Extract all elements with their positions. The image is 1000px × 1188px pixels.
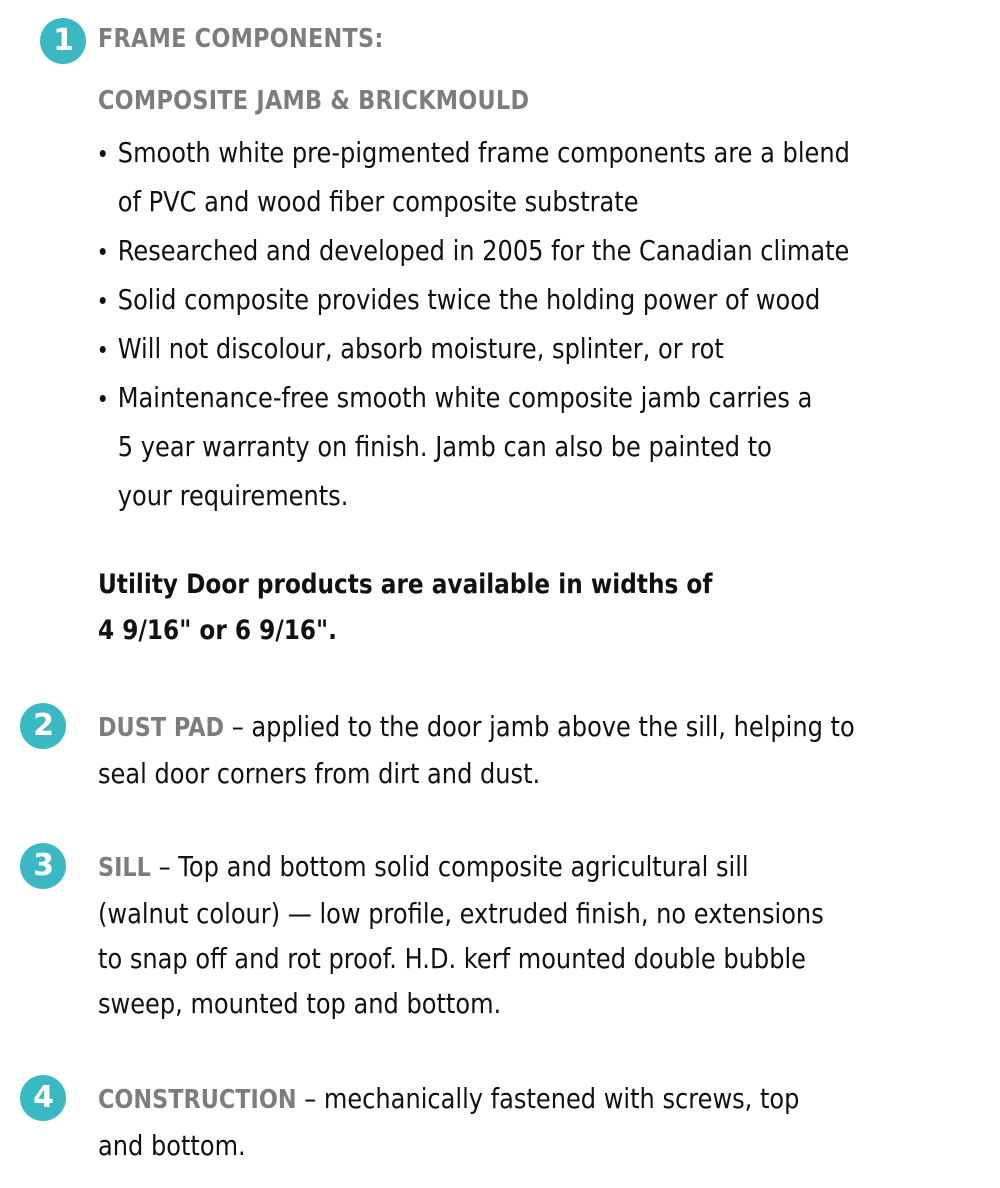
dust-pad-description xyxy=(98,704,855,796)
construction-text-line: and bottom. xyxy=(98,1129,246,1162)
note-line: 4 9/16" or 6 9/16". xyxy=(98,615,337,646)
sill-text-line: (walnut colour) — low profile, extruded finish, no extensions xyxy=(98,897,824,930)
list-item-line: your requirements. xyxy=(117,479,349,512)
list-item-line: Researched and developed in 2005 for the Canadian climate xyxy=(117,234,850,267)
list-item-line: of PVC and wood fiber composite substrate xyxy=(117,185,639,218)
width-availability-note xyxy=(98,562,712,654)
list-item-line: Solid composite provides twice the holding power of wood xyxy=(117,283,821,316)
note-line: Utility Door products are available in widths of xyxy=(98,569,713,600)
list-item-line: Smooth white pre-pigmented frame components are a blend xyxy=(117,136,850,169)
sill-text: – Top and bottom solid composite agricultural sill xyxy=(150,850,749,883)
section-number-badge-4: 4 xyxy=(20,1075,66,1121)
list-item xyxy=(98,324,958,373)
dust-pad-text-line: seal door corners from dirt and dust. xyxy=(98,757,541,790)
section-number-badge-1: 1 xyxy=(40,18,86,64)
list-item xyxy=(98,128,958,226)
section-number-badge-2: 2 xyxy=(20,703,66,749)
list-item xyxy=(98,226,958,275)
list-item xyxy=(98,275,958,324)
sill-label: SILL xyxy=(98,853,151,883)
sill-text-line: sweep, mounted top and bottom. xyxy=(98,987,502,1020)
construction-label: CONSTRUCTION xyxy=(98,1085,297,1115)
list-item xyxy=(98,373,958,520)
frame-features-list xyxy=(98,128,958,520)
construction-description xyxy=(98,1076,799,1168)
sill-description xyxy=(98,844,824,1026)
section-number-badge-3: 3 xyxy=(20,843,66,889)
list-item-line: Will not discolour, absorb moisture, splinter, or rot xyxy=(117,332,724,365)
list-item-line: Maintenance-free smooth white composite jamb carries a xyxy=(117,381,813,414)
construction-text: – mechanically fastened with screws, top xyxy=(296,1082,800,1115)
dust-pad-label: DUST PAD xyxy=(98,713,225,743)
sill-text-line: to snap off and rot proof. H.D. kerf mounted double bubble xyxy=(98,942,807,975)
dust-pad-text: – applied to the door jamb above the sill, helping to xyxy=(224,710,855,743)
composite-jamb-subheading: COMPOSITE JAMB & BRICKMOULD xyxy=(98,86,530,116)
frame-components-heading: FRAME COMPONENTS: xyxy=(98,24,384,54)
list-item-line: 5 year warranty on finish. Jamb can also be painted to xyxy=(117,430,772,463)
